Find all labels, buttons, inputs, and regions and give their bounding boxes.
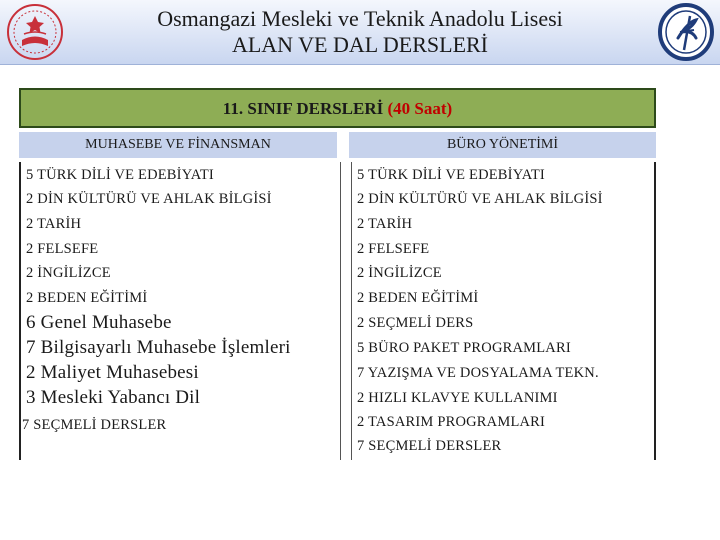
list-item: 2 BEDEN EĞİTİMİ [357,290,479,306]
grade-banner [19,88,656,128]
list-item: 2 İNGİLİZCE [26,265,111,281]
course-table [19,88,656,460]
list-item: 2 FELSEFE [26,241,99,257]
banner-title: 11. SINIF DERSLERİ [222,99,384,118]
list-item: 2 FELSEFE [357,241,430,257]
list-item: 2 TARİH [26,216,82,232]
list-item: 5 TÜRK DİLİ VE EDEBİYATI [26,167,214,183]
list-item: 2 DİN KÜLTÜRÜ VE AHLAK BİLGİSİ [26,191,272,207]
major-course-item: 6 Genel Muhasebe [26,312,172,333]
list-item: 7 SEÇMELİ DERSLER [357,438,502,454]
major-course-item: 3 Mesleki Yabancı Dil [26,387,201,408]
page-subtitle: ALAN VE DAL DERSLERİ [231,32,489,57]
list-item: 2 HIZLI KLAVYE KULLANIMI [357,390,558,406]
banner-hours: (40 Saat) [387,99,453,118]
slide-header [0,0,720,65]
meb-ministry-emblem-icon [2,2,68,62]
major-course-item: 2 Maliyet Muhasebesi [26,362,199,383]
list-item: 2 BEDEN EĞİTİMİ [26,290,148,306]
list-item: 7 SEÇMELİ DERSLER [22,417,167,433]
list-item: 7 YAZIŞMA VE DOSYALAMA TEKN. [357,365,599,381]
list-item: 2 DİN KÜLTÜRÜ VE AHLAK BİLGİSİ [357,191,603,207]
list-item: 2 SEÇMELİ DERS [357,315,474,331]
school-name: Osmangazi Mesleki ve Teknik Anadolu Lisesi [157,6,563,31]
school-e-emblem-icon [654,2,718,62]
column-header-buro: BÜRO YÖNETİMİ [349,132,656,158]
list-item: 2 İNGİLİZCE [357,265,442,281]
list-item: 2 TARİH [357,216,413,232]
major-course-item: 7 Bilgisayarlı Muhasebe İşlemleri [26,337,291,358]
column-muhasebe [19,162,341,460]
list-item: 5 TÜRK DİLİ VE EDEBİYATI [357,167,545,183]
column-buro [351,162,656,460]
column-header-muhasebe: MUHASEBE VE FİNANSMAN [19,132,337,158]
list-item: 5 BÜRO PAKET PROGRAMLARI [357,340,571,356]
list-item: 2 TASARIM PROGRAMLARI [357,414,546,430]
